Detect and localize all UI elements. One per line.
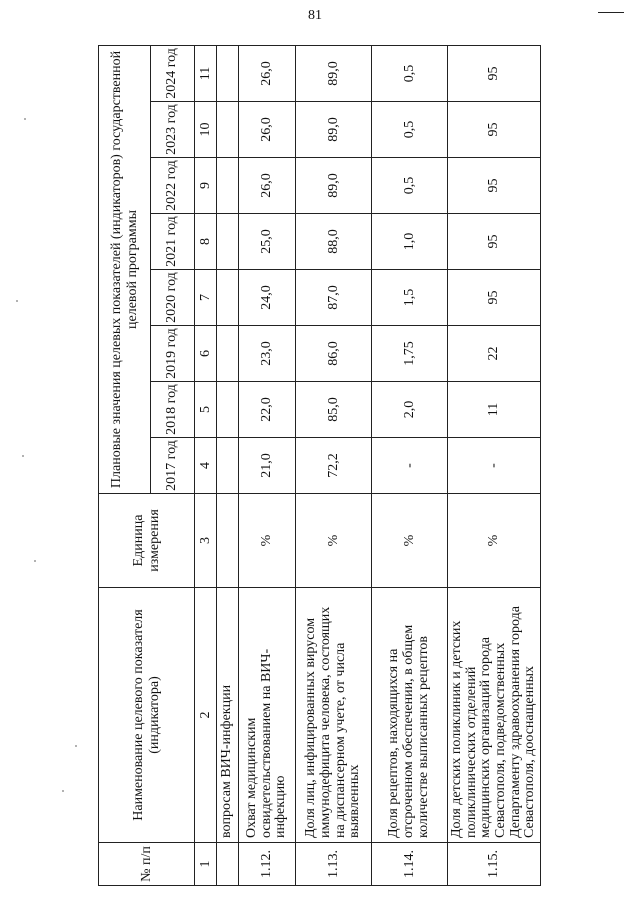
row-number: 1.14. [372, 843, 448, 886]
value-2024: 89,0 [296, 45, 372, 101]
header-row-1 [99, 45, 151, 885]
value-2021: 25,0 [239, 214, 296, 270]
scan-speck [62, 790, 64, 792]
value-2023: 26,0 [239, 102, 296, 158]
col-number: 4 [195, 438, 217, 494]
col-number: 9 [195, 158, 217, 214]
year-2024: 2024 год [151, 45, 195, 101]
rotated-table-wrapper [98, 46, 538, 886]
header-plan: Плановые значения целевых показателей (индикаторов) государственной целевой программы [99, 45, 151, 493]
value-2022: 89,0 [296, 158, 372, 214]
value-2017: 72,2 [296, 438, 372, 494]
scan-speck [75, 745, 77, 747]
indicator-name: Охват медицинским освидетельствованием на ВИЧ-инфекцию [239, 588, 296, 843]
col-number: 5 [195, 382, 217, 438]
value-2023: 0,5 [372, 102, 448, 158]
row-number: 1.15. [448, 843, 541, 886]
value-2020: 24,0 [239, 270, 296, 326]
col-number: 8 [195, 214, 217, 270]
unit: % [448, 494, 541, 588]
value-2021: 88,0 [296, 214, 372, 270]
continuation-row [217, 45, 239, 885]
value-2017: - [372, 438, 448, 494]
header-name: Наименование целевого показателя (индикатора) [99, 588, 195, 843]
value-2024: 95 [448, 45, 541, 101]
year-2019: 2019 год [151, 326, 195, 382]
table-row [239, 45, 296, 885]
unit: % [296, 494, 372, 588]
value-2020: 1,5 [372, 270, 448, 326]
value-2018: 22,0 [239, 382, 296, 438]
col-number: 6 [195, 326, 217, 382]
page-number: 81 [308, 8, 322, 23]
col-number: 10 [195, 102, 217, 158]
unit: % [372, 494, 448, 588]
value-2018: 85,0 [296, 382, 372, 438]
scan-speck [16, 300, 18, 302]
corner-line [598, 12, 624, 13]
year-2018: 2018 год [151, 382, 195, 438]
scan-speck [34, 560, 36, 562]
scan-speck [22, 455, 24, 457]
value-2022: 95 [448, 158, 541, 214]
value-2019: 86,0 [296, 326, 372, 382]
value-2021: 1,0 [372, 214, 448, 270]
value-2022: 0,5 [372, 158, 448, 214]
column-number-row [195, 45, 217, 885]
year-2017: 2017 год [151, 438, 195, 494]
value-2018: 2,0 [372, 382, 448, 438]
indicators-table [98, 45, 541, 886]
value-2020: 95 [448, 270, 541, 326]
value-2023: 89,0 [296, 102, 372, 158]
table-row [372, 45, 448, 885]
col-number: 2 [195, 588, 217, 843]
row-number: 1.13. [296, 843, 372, 886]
value-2022: 26,0 [239, 158, 296, 214]
year-2023: 2023 год [151, 102, 195, 158]
col-number: 1 [195, 843, 217, 886]
value-2018: 11 [448, 382, 541, 438]
row-number: 1.12. [239, 843, 296, 886]
value-2017: - [448, 438, 541, 494]
year-2021: 2021 год [151, 214, 195, 270]
value-2019: 1,75 [372, 326, 448, 382]
value-2020: 87,0 [296, 270, 372, 326]
col-number: 3 [195, 494, 217, 588]
year-2022: 2022 год [151, 158, 195, 214]
continuation-text: вопросам ВИЧ-инфекции [217, 588, 239, 843]
value-2019: 22 [448, 326, 541, 382]
value-2017: 21,0 [239, 438, 296, 494]
value-2019: 23,0 [239, 326, 296, 382]
header-no: № п/п [99, 843, 195, 886]
col-number: 11 [195, 45, 217, 101]
table-row [296, 45, 372, 885]
value-2023: 95 [448, 102, 541, 158]
indicator-name: Доля лиц, инфицированных вирусом иммунодефицита человека, состоящих на диспансерном учете, от числа выявленных [296, 588, 372, 843]
value-2021: 95 [448, 214, 541, 270]
value-2024: 26,0 [239, 45, 296, 101]
indicator-name: Доля детских поликлиник и детских поликлинических отделений медицинских организаций города Севастополя, подведомственных Департаменту здравоохранения города Севастополя, дооснащенных [448, 588, 541, 843]
value-2024: 0,5 [372, 45, 448, 101]
col-number: 7 [195, 270, 217, 326]
year-2020: 2020 год [151, 270, 195, 326]
indicator-name: Доля рецептов, находящихся на отсроченном обеспечении, в общем количестве выписанных рецептов [372, 588, 448, 843]
unit: % [239, 494, 296, 588]
scan-speck [24, 118, 26, 120]
header-unit: Единица измерения [99, 494, 195, 588]
table-row [448, 45, 541, 885]
